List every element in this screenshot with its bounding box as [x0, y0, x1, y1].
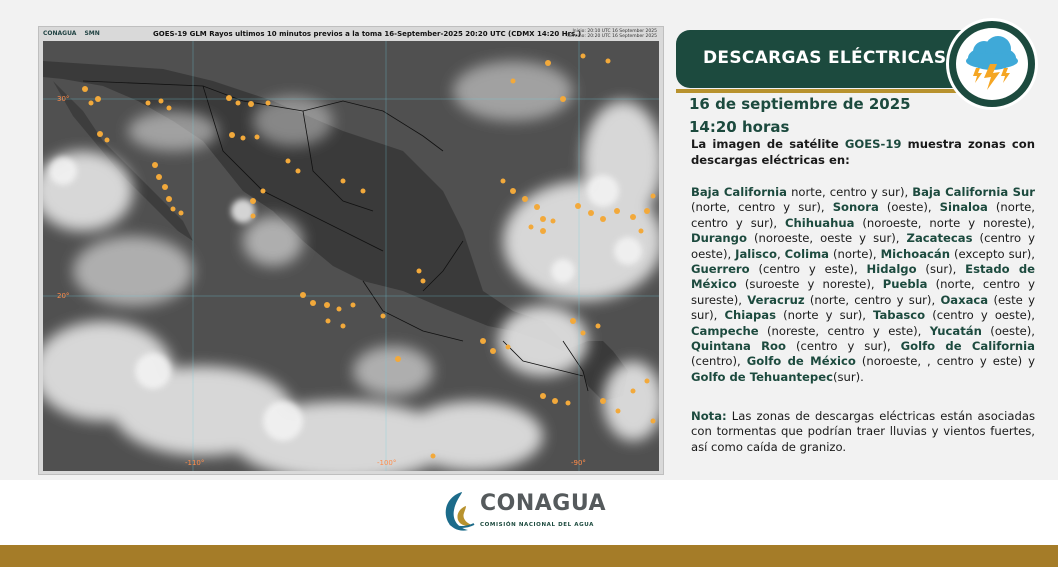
zone-name: Sonora: [832, 200, 879, 215]
zone-name: Chihuahua: [785, 215, 855, 230]
satellite-image: [43, 41, 659, 471]
map-header-logos: [43, 30, 100, 37]
zone-detail: (suroeste y noreste),: [736, 277, 883, 292]
zone-name: Quintana Roo: [691, 339, 786, 354]
zone-name: Michoacán: [880, 246, 951, 261]
zone-detail: (excepto sur),: [950, 246, 1035, 261]
zone-detail: (noroeste, , centro y este) y: [855, 354, 1035, 369]
zone-name: Golfo de California: [900, 339, 1035, 354]
map-conagua-logo: CONAGUA: [43, 30, 77, 37]
zone-detail: (este y sur),: [691, 292, 1035, 323]
zone-name: Campeche: [691, 323, 759, 338]
lon-label-110: -110°: [185, 459, 205, 467]
zone-name: Guerrero: [691, 262, 750, 277]
zone-name: Estado de México: [691, 262, 1035, 292]
zone-name: Durango: [691, 231, 747, 246]
lat-label-30: 30°: [57, 95, 70, 103]
zones-list: [691, 185, 1035, 385]
zone-name: Golfo de México: [746, 354, 856, 369]
zone-detail: (oeste),: [878, 200, 940, 215]
zone-detail: (centro y este),: [749, 262, 867, 277]
zone-detail: (norte y sur),: [776, 308, 874, 323]
lon-label-100: -100°: [377, 459, 397, 467]
zone-detail: norte, centro y sur),: [786, 185, 913, 199]
zone-name: Golfo de Tehuantepec: [691, 369, 833, 384]
zone-detail: (norte, centro y sureste),: [691, 277, 1035, 307]
banner-accent: [676, 89, 998, 93]
zone-detail: ,: [776, 246, 785, 261]
zone-detail: (centro y oeste),: [691, 231, 1036, 261]
zone-name: Yucatán: [929, 323, 982, 338]
zone-name: Veracruz: [747, 292, 805, 307]
map-smn-logo: SMN: [84, 30, 100, 37]
note-body: Las zonas de descargas eléctricas están asociadas con tormentas que podrían traer lluvias y vientos fuertes, así como caída de granizo.: [691, 409, 1035, 454]
zone-detail: (centro y oeste),: [925, 308, 1035, 323]
weather-icon-bg: [956, 28, 1028, 100]
map-timestamps: [567, 29, 657, 39]
zone-name: Baja California Sur: [912, 185, 1035, 199]
zone-detail: (norte),: [829, 246, 881, 261]
map-header: [41, 29, 661, 41]
footer-brand-name: CONAGUA: [480, 491, 607, 516]
bulletin-time: 14:20 horas: [689, 118, 790, 136]
zone-detail: (norte, centro y sur),: [691, 200, 1035, 230]
weather-icon-badge: [946, 18, 1038, 110]
intro-post: muestra zonas con descargas eléctricas en:: [691, 137, 1035, 167]
zone-name: Oaxaca: [940, 292, 989, 307]
map-stamp-end: Termino: 20:20 UTC 16 September 2025: [566, 34, 657, 39]
zone-detail: (sur),: [916, 262, 966, 277]
zone-name: Hidalgo: [866, 262, 917, 277]
zone-detail: (centro y sur),: [785, 339, 901, 354]
footer-gold-bar: [0, 545, 1058, 567]
satellite-svg: [43, 41, 659, 471]
note-label: Nota:: [691, 409, 727, 423]
storm-cloud-lightning-icon: [956, 28, 1028, 100]
zone-detail: (sur).: [832, 369, 864, 384]
zone-name: Baja California: [691, 185, 787, 199]
intro-satellite: GOES-19: [844, 137, 902, 151]
zone-name: Jalisco: [735, 246, 777, 261]
map-title: GOES-19 GLM Rayos ultimos 10 minutos previos a la toma 16-September-2025 20:20 UTC (CDMX 14:20 Hrs.): [153, 30, 582, 38]
zone-name: Zacatecas: [906, 231, 973, 246]
zone-detail: (noroeste, oeste y sur),: [746, 231, 907, 246]
banner-title: DESCARGAS ELÉCTRICAS: [703, 48, 947, 68]
intro-text: [691, 137, 1035, 168]
zone-detail: (oeste),: [981, 323, 1035, 338]
intro-pre: La imagen de satélite: [691, 137, 845, 151]
zone-detail: (norte, centro y sur),: [691, 200, 833, 215]
footer-brand-subtitle: COMISIÓN NACIONAL DEL AGUA: [480, 522, 594, 528]
lat-label-20: 20°: [57, 292, 70, 300]
lon-label-90: -90°: [571, 459, 586, 467]
zone-detail: (norte, centro y sur),: [804, 292, 941, 307]
zone-detail: (noreste, centro y este),: [758, 323, 930, 338]
zone-name: Colima: [784, 246, 829, 261]
note-text: [691, 409, 1035, 455]
map-stamp-start: Inicio: 20:10 UTC 16 September 2025: [572, 29, 657, 34]
zone-name: Puebla: [882, 277, 928, 292]
satellite-map-panel: [38, 26, 664, 475]
zone-detail: (noroeste, norte y noreste),: [854, 215, 1035, 230]
zone-name: Chiapas: [724, 308, 777, 323]
bulletin-date: 16 de septiembre de 2025: [689, 95, 911, 113]
zone-name: Tabasco: [873, 308, 926, 323]
zone-detail: (centro),: [691, 354, 747, 369]
zone-name: Sinaloa: [939, 200, 988, 215]
